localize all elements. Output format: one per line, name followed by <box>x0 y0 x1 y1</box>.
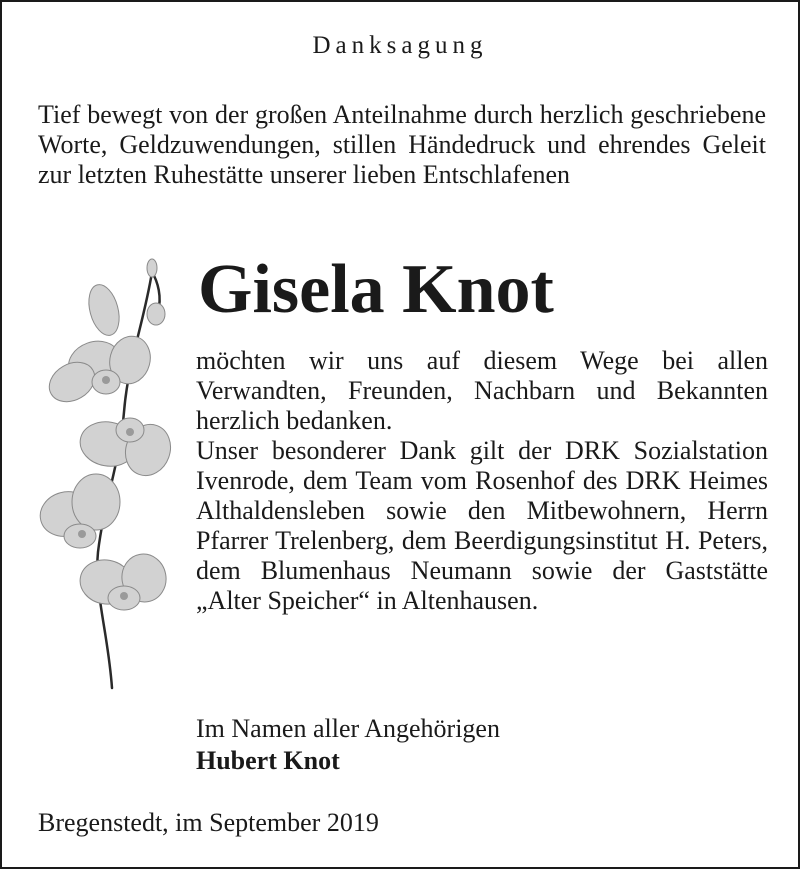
place-and-date: Bregenstedt, im September 2019 <box>38 808 379 837</box>
signature-name: Hubert Knot <box>196 746 340 775</box>
notice-heading: Danksagung <box>312 32 488 59</box>
thanks-body <box>196 346 768 616</box>
orchid-icon <box>32 252 182 692</box>
signature-intro: Im Namen aller Angehörigen <box>196 714 500 743</box>
thanks-paragraph-2: Unser besonderer Dank gilt der DRK Sozialstation Ivenrode, dem Team vom Rosenhof des DRK Heimes Althaldensleben sowie den Mitbewohnern, Herrn Pfarrer Trelenberg, dem Beerdigungsinstitut H. Peters, dem Blumenhaus Neumann sowie der Gaststätte „Alter Speicher“ in Altenhausen. <box>196 436 768 615</box>
intro-text: Tief bewegt von der großen Anteilnahme durch herzlich geschriebene Worte, Geldzuwendungen, stillen Händedruck und ehrendes Geleit zur letzten Ruhestätte unserer lieben Entschlafenen <box>38 100 766 189</box>
deceased-name: Gisela Knot <box>198 251 554 328</box>
thanks-paragraph-1: möchten wir uns auf diesem Wege bei allen Verwandten, Freunden, Nachbarn und Bekannten herzlich bedanken. <box>196 346 768 435</box>
